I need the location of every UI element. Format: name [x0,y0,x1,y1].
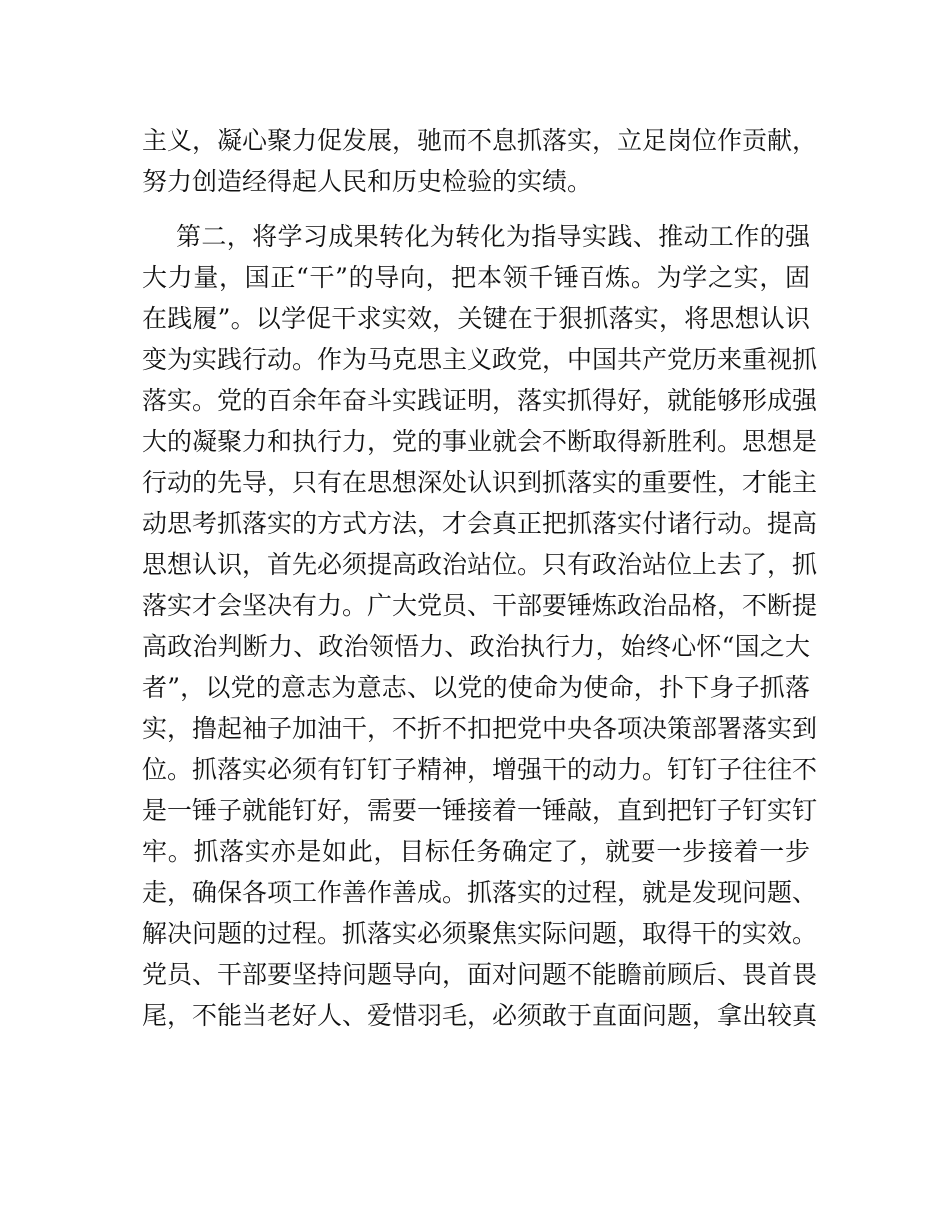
text-line: 是一锤子就能钉好，需要一锤接着一锤敲，直到把钉子钉实钉 [142,796,818,825]
text-line: 主义，凝心聚力促发展，驰而不息抓落实，立足岗位作贡献， [142,126,818,155]
text-line: 动思考抓落实的方式方法，才会真正把抓落实付诸行动。提高 [142,509,818,538]
text-line: 大力量，国正“干”的导向，把本领千锤百炼。为学之实，固 [142,263,810,292]
text-line: 解决问题的过程。抓落实必须聚焦实际问题，取得干的实效。 [142,919,818,948]
text-line: 尾，不能当老好人、爱惜羽毛，必须敢于直面问题，拿出较真 [142,1001,818,1030]
text-line: 党员、干部要坚持问题导向，面对问题不能瞻前顾后、畏首畏 [142,960,818,989]
text-line: 思想认识，首先必须提高政治站位。只有政治站位上去了，抓 [142,550,818,579]
text-line: 落实。党的百余年奋斗实践证明，落实抓得好，就能够形成强 [142,386,818,415]
text-line: 在践履”。以学促干求实效，关键在于狠抓落实，将思想认识 [142,304,810,333]
text-line: 高政治判断力、政治领悟力、政治执行力，始终心怀“国之大 [142,632,810,661]
text-line: 走，确保各项工作善作善成。抓落实的过程，就是发现问题、 [142,878,818,907]
text-line: 位。抓落实必须有钉钉子精神，增强干的动力。钉钉子往往不 [142,755,818,784]
text-line: 实，撸起袖子加油干，不折不扣把党中央各项决策部署落实到 [142,714,818,743]
text-line: 行动的先导，只有在思想深处认识到抓落实的重要性，才能主 [142,468,818,497]
text-line: 第二，将学习成果转化为转化为指导实践、推动工作的强 [176,222,810,251]
text-line: 者”，以党的意志为意志、以党的使命为使命，扑下身子抓落 [142,673,810,702]
text-line: 大的凝聚力和执行力，党的事业就会不断取得新胜利。思想是 [142,427,818,456]
paragraph-2 [142,216,818,1036]
paragraph-1 [142,120,818,202]
text-line: 牢。抓落实亦是如此，目标任务确定了，就要一步接着一步 [142,837,810,866]
text-line: 努力创造经得起人民和历史检验的实绩。 [142,167,593,196]
text-line: 变为实践行动。作为马克思主义政党，中国共产党历来重视抓 [142,345,818,374]
text-line: 落实才会坚决有力。广大党员、干部要锤炼政治品格，不断提 [142,591,818,620]
